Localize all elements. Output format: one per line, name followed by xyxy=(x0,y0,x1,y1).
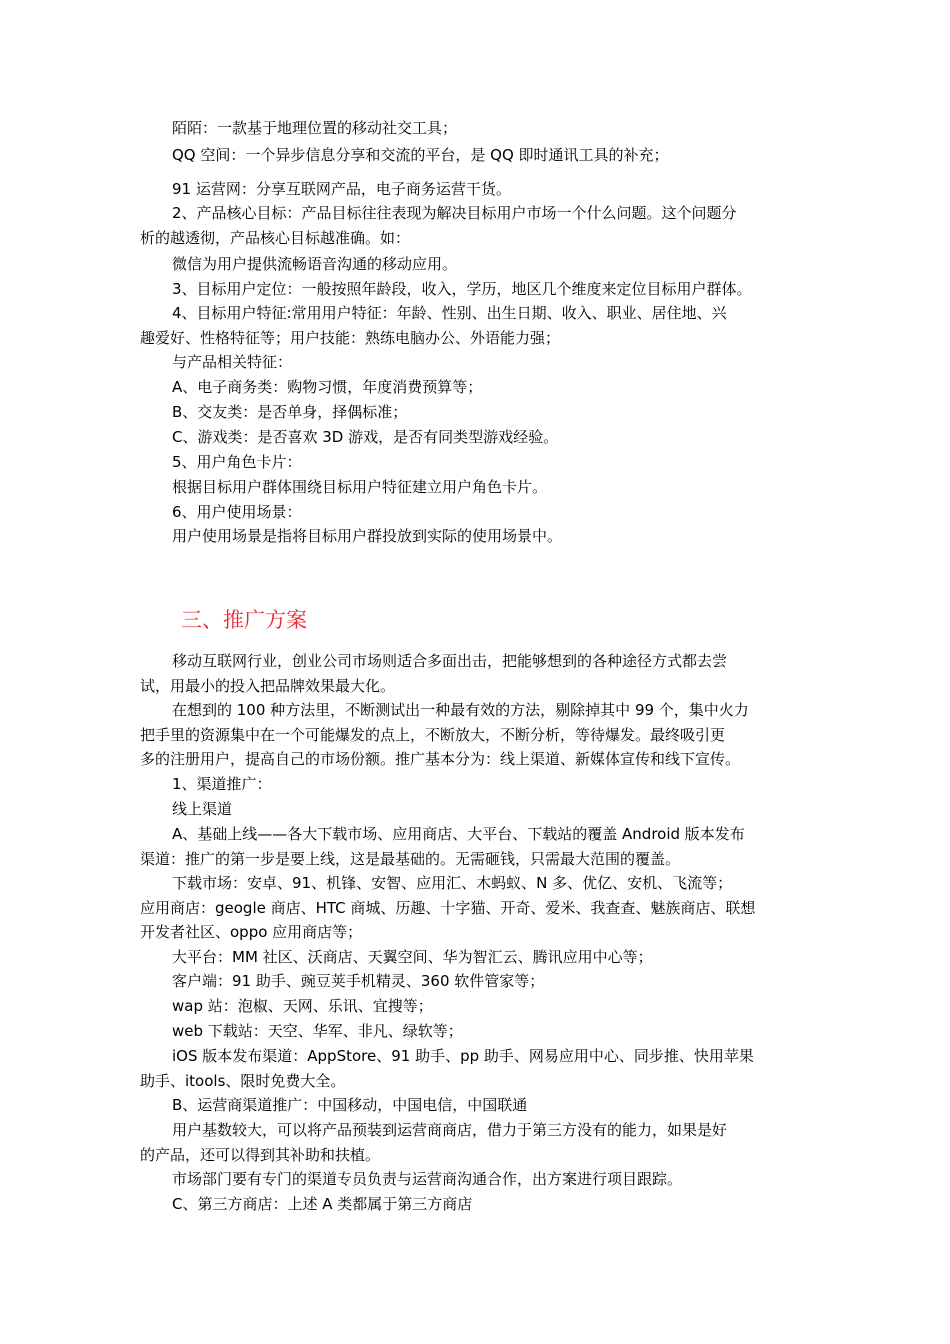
web-download-line xyxy=(140,1019,820,1044)
ecommerce-item xyxy=(140,375,820,400)
text-line: 应用商店：geogle 商店、HTC 商城、历趣、十字猫、开奇、爱米、我查查、魅族商店、联想 xyxy=(140,898,756,917)
text-line: web 下载站：天空、华军、非凡、绿软等； xyxy=(172,1022,463,1040)
text-line: 市场部门要有专门的渠道专员负责与运营商沟通合作，出方案进行项目跟踪。 xyxy=(172,1170,683,1188)
text-line: 趣爱好、性格特征等；用户技能：熟练电脑办公、外语能力强； xyxy=(140,328,561,347)
persona-card-text xyxy=(140,475,820,500)
text-line: 下载市场：安卓、91、机锋、安智、应用汇、木蚂蚁、N 多、优亿、安机、飞流等； xyxy=(172,874,733,892)
text-line: 5、用户角色卡片： xyxy=(172,453,302,471)
market-dept-line xyxy=(140,1167,820,1192)
game-item xyxy=(140,425,820,450)
download-market-paragraph xyxy=(140,871,820,945)
text-line: 试，用最小的投入把品牌效果最大化。 xyxy=(140,676,396,695)
section-heading: 三、推广方案 xyxy=(181,608,307,632)
text-line: B、运营商渠道推广：中国移动，中国电信，中国联通 xyxy=(172,1096,528,1114)
text-line: 91 运营网：分享互联网产品，电子商务运营干货。 xyxy=(172,180,511,198)
promotion-intro xyxy=(140,649,820,698)
text-line: 2、产品核心目标：产品目标往往表现为解决目标用户市场一个什么问题。这个问题分 xyxy=(172,204,737,222)
yunying-line xyxy=(140,177,820,202)
text-line: A、基础上线——各大下载市场、应用商店、大平台、下载站的覆盖 Android 版本发布 xyxy=(172,825,745,843)
text-line: wap 站：泡椒、天网、乐讯、宜搜等； xyxy=(172,997,433,1015)
text-line: 把手里的资源集中在一个可能爆发的点上，不断放大，不断分析，等待爆发。最终吸引更 xyxy=(140,725,726,744)
channel-promotion-title xyxy=(140,772,820,797)
usage-scene-title xyxy=(140,500,820,525)
text-line: 根据目标用户群体围绕目标用户特征建立用户角色卡片。 xyxy=(172,478,548,496)
text-line: 的产品，还可以得到其补助和扶植。 xyxy=(140,1145,381,1164)
text-line: 助手、itools、限时免费大全。 xyxy=(140,1071,346,1090)
client-line xyxy=(140,969,820,994)
text-line: A、电子商务类：购物习惯，年度消费预算等； xyxy=(172,378,483,396)
operator-channel-title xyxy=(140,1093,820,1118)
text-line: 移动互联网行业，创业公司市场则适合多面出击，把能够想到的各种途径方式都去尝 xyxy=(172,652,728,670)
wechat-example xyxy=(140,252,820,277)
usage-scene-text xyxy=(140,524,820,549)
core-goal-paragraph xyxy=(140,201,820,250)
text-line: C、游戏类：是否喜欢 3D 游戏，是否有同类型游戏经验。 xyxy=(172,428,559,446)
text-line: 线上渠道 xyxy=(172,800,233,818)
online-channel-label xyxy=(140,797,820,822)
promotion-method-paragraph xyxy=(140,698,820,772)
persona-card-title xyxy=(140,450,820,475)
text-line: 客户端：91 助手、豌豆荚手机精灵、360 软件管家等； xyxy=(172,972,545,990)
text-line: 多的注册用户，提高自己的市场份额。推广基本分为：线上渠道、新媒体宣传和线下宣传。 xyxy=(140,750,741,768)
text-line: 与产品相关特征： xyxy=(172,353,293,371)
text-line: 陌陌：一款基于地理位置的移动社交工具； xyxy=(172,119,458,137)
basic-launch-paragraph xyxy=(140,822,820,871)
text-line: 用户使用场景是指将目标用户群投放到实际的使用场景中。 xyxy=(172,527,563,545)
text-line: iOS 版本发布渠道：AppStore、91 助手、pp 助手、网易应用中心、同步推、快用苹果 xyxy=(172,1047,754,1065)
text-line: C、第三方商店：上述 A 类都属于第三方商店 xyxy=(172,1195,473,1213)
text-line: 在想到的 100 种方法里，不断测试出一种最有效的方法，剔除掉其中 99 个，集中火力 xyxy=(172,701,749,719)
wap-line xyxy=(140,994,820,1019)
text-line: 3、目标用户定位：一般按照年龄段，收入，学历，地区几个维度来定位目标用户群体。 xyxy=(172,280,752,298)
text-line: 用户基数较大，可以将产品预装到运营商商店，借力于第三方没有的能力，如果是好 xyxy=(172,1121,728,1139)
text-line: B、交友类：是否单身，择偶标准； xyxy=(172,403,408,421)
text-line: 渠道：推广的第一步是要上线，这是最基础的。无需砸钱，只需最大范围的覆盖。 xyxy=(140,849,681,868)
qzone-line xyxy=(140,143,820,168)
text-line: QQ 空间：一个异步信息分享和交流的平台，是 QQ 即时通讯工具的补充； xyxy=(172,146,669,164)
user-features-paragraph xyxy=(140,301,820,350)
operator-detail-paragraph xyxy=(140,1118,820,1167)
momo-line xyxy=(140,116,820,141)
big-platform-line xyxy=(140,945,820,970)
product-features-label xyxy=(140,350,820,375)
text-line: 大平台：MM 社区、沃商店、天翼空间、华为智汇云、腾讯应用中心等； xyxy=(172,948,653,966)
text-line: 4、目标用户特征:常用用户特征：年龄、性别、出生日期、收入、职业、居住地、兴 xyxy=(172,304,727,322)
third-party-store-line xyxy=(140,1192,820,1217)
text-line: 6、用户使用场景： xyxy=(172,503,302,521)
ios-channel-paragraph xyxy=(140,1044,820,1093)
dating-item xyxy=(140,400,820,425)
text-line: 析的越透彻，产品核心目标越准确。如： xyxy=(140,228,411,247)
user-positioning xyxy=(140,277,820,302)
text-line: 开发者社区、oppo 应用商店等； xyxy=(140,923,363,941)
text-line: 1、渠道推广： xyxy=(172,775,272,793)
text-line: 微信为用户提供流畅语音沟通的移动应用。 xyxy=(172,255,458,273)
